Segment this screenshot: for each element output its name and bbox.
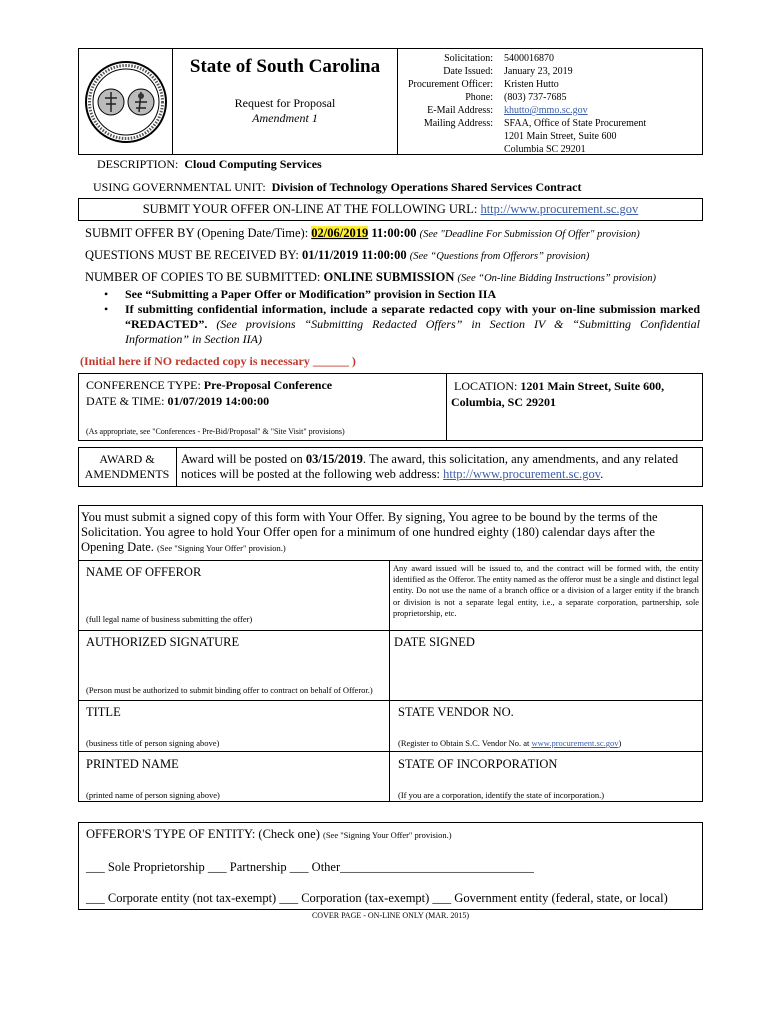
date-issued-value: January 23, 2019 [504,66,573,77]
award-entity-text: Any award issued will be issued to, and the contract will be formed with, the entity identified as the Offeror. The entity named as the offeror must be a single and distinct legal entity. Do not use the name of a branch office or a division of a larger entity if the branch or division is not a separate legal entity, i.e., a separate corporation, partnership, sole proprietorship, etc. [393,564,699,618]
award-divider [176,447,177,487]
offer-by-row [85,226,640,241]
questions-row [85,248,589,263]
description-value: Cloud Computing Services [184,157,322,171]
printed-name-field[interactable]: PRINTED NAME [86,757,179,771]
officer-value: Kristen Hutto [504,79,559,90]
copies-label: NUMBER OF COPIES TO BE SUBMITTED: [85,270,321,284]
vendor-no-field[interactable]: STATE VENDOR NO. [398,705,514,719]
entity-options-2[interactable]: ___ Corporate entity (not tax-exempt) ___ Corporation (tax-exempt) ___ Government entity (federal, state, or local) [86,891,668,905]
address-line-2: 1201 Main Street, Suite 600 [504,131,617,142]
award-url-link[interactable]: http://www.procurement.sc.gov [443,467,601,481]
offer-by-date: 02/06/2019 [311,226,369,240]
offeror-name-note: (full legal name of business submitting the offer) [86,614,253,624]
submit-url-text: SUBMIT YOUR OFFER ON-LINE AT THE FOLLOWING URL: [142,202,478,216]
vendor-url-link[interactable]: www.procurement.sc.gov [531,738,619,748]
authorized-note: (Person must be authorized to submit binding offer to contract on behalf of Offeror.) [86,685,373,695]
conference-date-row: DATE & TIME: 01/07/2019 14:00:00 [86,394,270,408]
printed-row-top [78,751,703,752]
amendment-label: Amendment 1 [252,111,318,125]
offer-by-label: SUBMIT OFFER BY (Opening Date/Time): [85,226,309,240]
signature-divider [389,630,390,700]
title-field[interactable]: TITLE [86,705,121,719]
unit-label: USING GOVERNMENTAL UNIT: [93,180,266,194]
offeror-row-top [78,560,703,561]
incorporation-field[interactable]: STATE OF INCORPORATION [398,757,558,771]
questions-label: QUESTIONS MUST BE RECEIVED BY: [85,248,299,262]
title-note: (business title of person signing above) [86,738,220,748]
entity-title: OFFEROR'S TYPE OF ENTITY: (Check one) (See "Signing Your Offer" provision.) [86,827,452,841]
phone-value: (803) 737-7685 [504,92,567,103]
address-line-3: Columbia SC 29201 [504,144,586,155]
conference-type-row: CONFERENCE TYPE: Pre-Proposal Conference [86,378,333,392]
award-text: Award will be posted on 03/15/2019. The award, this solicitation, any amendments, and any related notices will be posted at the following web address: http://www.procurement.sc.gov. [181,452,679,481]
doc-type: Request for Proposal [234,96,336,110]
date-signed-field[interactable]: DATE SIGNED [394,635,475,649]
submit-url-link[interactable]: http://www.procurement.sc.gov [480,202,639,216]
offer-by-note: (See "Deadline For Submission Of Offer" provision) [419,229,640,240]
conference-location: LOCATION: 1201 Main Street, Suite 600, Columbia, SC 29201 [451,379,665,409]
header-divider-1 [172,48,173,155]
authorized-signature-field[interactable]: AUTHORIZED SIGNATURE [86,635,240,649]
description-row [97,157,322,172]
printed-name-note: (printed name of person signing above) [86,790,220,800]
copies-note: (See “On-line Bidding Instructions” provision) [457,273,657,284]
signing-intro: You must submit a signed copy of this form with Your Offer. By signing, You agree to be bound by the terms of the Solicitation. You agree to hold Your Offer open for a minimum of one hundred eighty (180) calendar days after the Opening Date. (See "Signing Your Offer" provision.) [81,510,658,554]
conference-note: (As appropriate, see "Conferences - Pre-Bid/Proposal" & "Site Visit" provisions) [86,427,345,436]
vendor-note: (Register to Obtain S.C. Vendor No. at www.procurement.sc.gov) [398,738,622,748]
copies-row [85,270,656,285]
footer: COVER PAGE - ON-LINE ONLY (MAR. 2015) [311,911,470,920]
unit-value: Division of Technology Operations Shared Services Contract [271,180,582,194]
questions-note: (See “Questions from Offerors” provision) [409,251,590,262]
bullet-2: • If submitting confidential information, include a separate redacted copy with your on-line submission marked “REDACTED”. (See provisions “Submitting Redacted Offers” in Section IV & “Submitting Confidential Information” in Section IIA) [104,302,700,346]
initial-note: (Initial here if NO redacted copy is necessary ______ ) [80,354,356,368]
offer-by-time: 11:00:00 [371,226,417,240]
incorporation-note: (If you are a corporation, identify the state of incorporation.) [398,790,605,800]
questions-value: 01/11/2019 11:00:00 [302,248,407,262]
solicitation-value: 5400016870 [504,53,554,64]
signature-row-top [78,630,703,631]
description-label: DESCRIPTION: [97,157,179,171]
unit-row [93,180,581,195]
copies-value: ONLINE SUBMISSION [323,270,455,284]
state-title: State of South Carolina [189,56,381,77]
email-link[interactable]: khutto@mmo.sc.gov [504,105,588,116]
header-values [504,52,646,156]
offeror-name-label: NAME OF OFFEROR [86,565,202,579]
state-seal-icon [84,52,168,152]
title-row-top [78,700,703,701]
mail-value: SFAA, Office of State Procurement [504,118,647,129]
offeror-divider [389,560,390,630]
entity-options-1[interactable]: ___ Sole Proprietorship ___ Partnership ___ Other_______________________________ [86,860,534,874]
submit-url-row [78,202,703,217]
conference-divider [446,373,447,441]
award-label: AWARD & AMENDMENTS [84,452,170,481]
